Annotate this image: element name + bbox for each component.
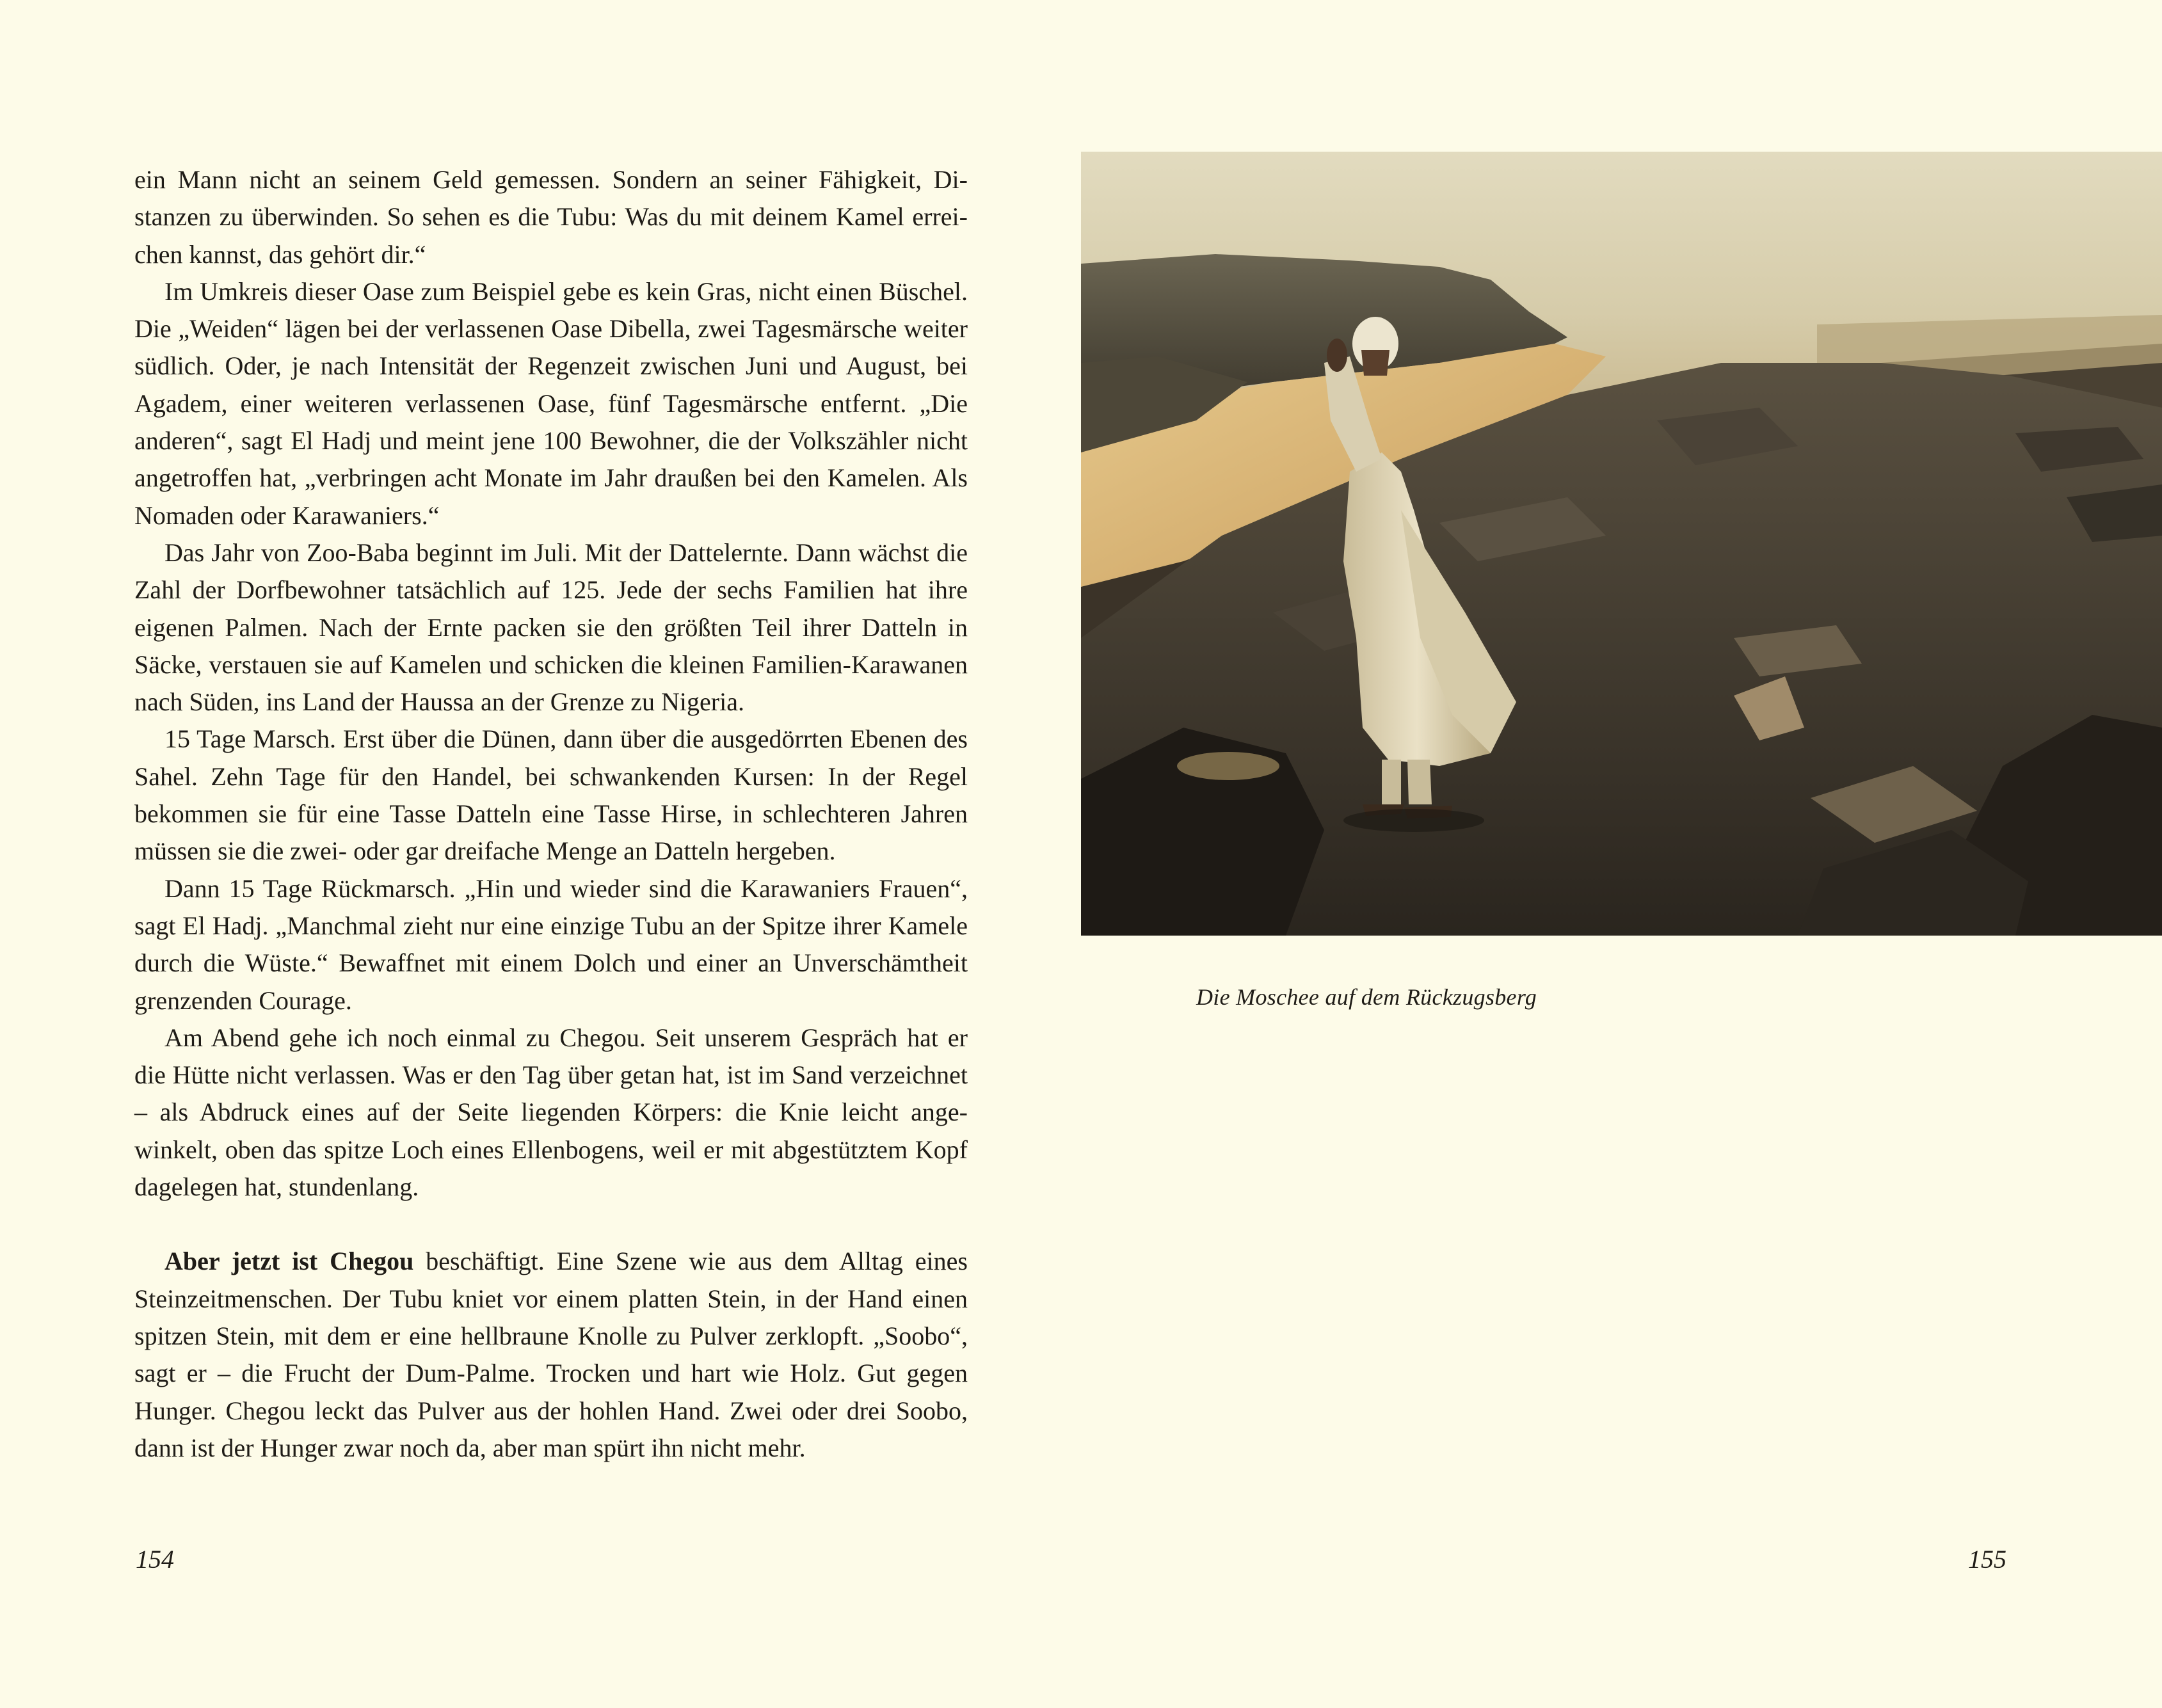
page-number-right: 155 — [1968, 1545, 2006, 1574]
paragraph: 15 Tage Marsch. Erst über die Dünen, dann über die ausgedörrten Ebenen des Sahel. Zehn Tage für den Handel, bei schwankenden Kursen: In der Regel bekommen sie für eine Tasse Datteln eine Tasse Hirse, in schlechteren Jahren müssen sie die zwei- oder gar dreifache Menge an Datteln hergeben. — [134, 724, 968, 866]
body-text — [134, 161, 968, 1467]
desert-photo — [1081, 152, 2162, 936]
paragraph: Im Umkreis dieser Oase zum Beispiel gebe es kein Gras, nicht einen Büschel. Die „Weiden“ lägen bei der verlassenen Oase Dibella, zwei Tagesmärsche weiter südlich. Oder, je nach Intensität der Regenzeit zwischen Juni und August, bei Agadem, einer weiteren verlassenen Oase, fünf Tagesmärsche entfernt. „Die anderen“, sagt El Hadj und meint jene 100 Bewohner, die der Volkszähler nicht angetroffen hat, „verbringen acht Monate im Jahr draußen bei den Kamelen. Als Nomaden oder Karawaniers.“ — [134, 276, 968, 530]
section-lead: Aber jetzt ist Chegou — [164, 1247, 414, 1276]
paragraph: Das Jahr von Zoo-Baba beginnt im Juli. Mit der Dattelernte. Dann wächst die Zahl der Dorfbewohner tatsächlich auf 125. Jede der sechs Familien hat ihre eigenen Palmen. Nach der Ernte packen sie den größten Teil ihrer Datteln in Säcke, verstauen sie auf Kamelen und schicken die kleinen Familien-Karawanen nach Süden, ins Land der Haussa an der Grenze zu Nigeria. — [134, 538, 968, 717]
paragraph: ein Mann nicht an seinem Geld gemessen. Sondern an seiner Fähigkeit, Distanzen zu überwinden. So sehen es die Tubu: Was du mit deinem Kamel erreichen kannst, das gehört dir.“ — [134, 165, 968, 269]
right-page — [1081, 0, 2162, 1708]
paragraph: Dann 15 Tage Rückmarsch. „Hin und wieder sind die Karawaniers Frauen“, sagt El Hadj. „Manchmal zieht nur eine einzige Tubu an der Spitze ihrer Kamele durch die Wüste.“ Bewaffnet mit einem Dolch und einer an Unverschämtheit grenzenden Courage. — [134, 874, 968, 1015]
page-number-left: 154 — [136, 1545, 174, 1574]
desert-photo-image — [1081, 152, 2162, 936]
photo-caption: Die Moschee auf dem Rückzugsberg — [1196, 984, 1537, 1010]
section-text: beschäftigt. Eine Szene wie aus dem Alltag eines Steinzeitmenschen. Der Tubu kniet vor einem platten Stein, in der Hand einen spitzen Stein, mit dem er eine hellbraune Knolle zu Pulver zerklopft. „Soobo“, sagt er – die Frucht der Dum-Palme. Trocken und hart wie Holz. Gut gegen Hunger. Chegou leckt das Pulver aus der hohlen Hand. Zwei oder drei Soobo, dann ist der Hunger zwar noch da, aber man spürt ihn nicht mehr. — [134, 1247, 968, 1462]
section-paragraph — [134, 1243, 968, 1467]
paragraph: Am Abend gehe ich noch einmal zu Chegou. Seit unserem Gespräch hat er die Hütte nicht verlassen. Was er den Tag über getan hat, ist im Sand verzeichnet – als Abdruck eines auf der Seite liegenden Körpers: die Knie leicht angewinkelt, oben das spitze Loch eines Ellenbogens, weil er mit abgestütztem Kopf dagelegen hat, stundenlang. — [134, 1023, 968, 1202]
